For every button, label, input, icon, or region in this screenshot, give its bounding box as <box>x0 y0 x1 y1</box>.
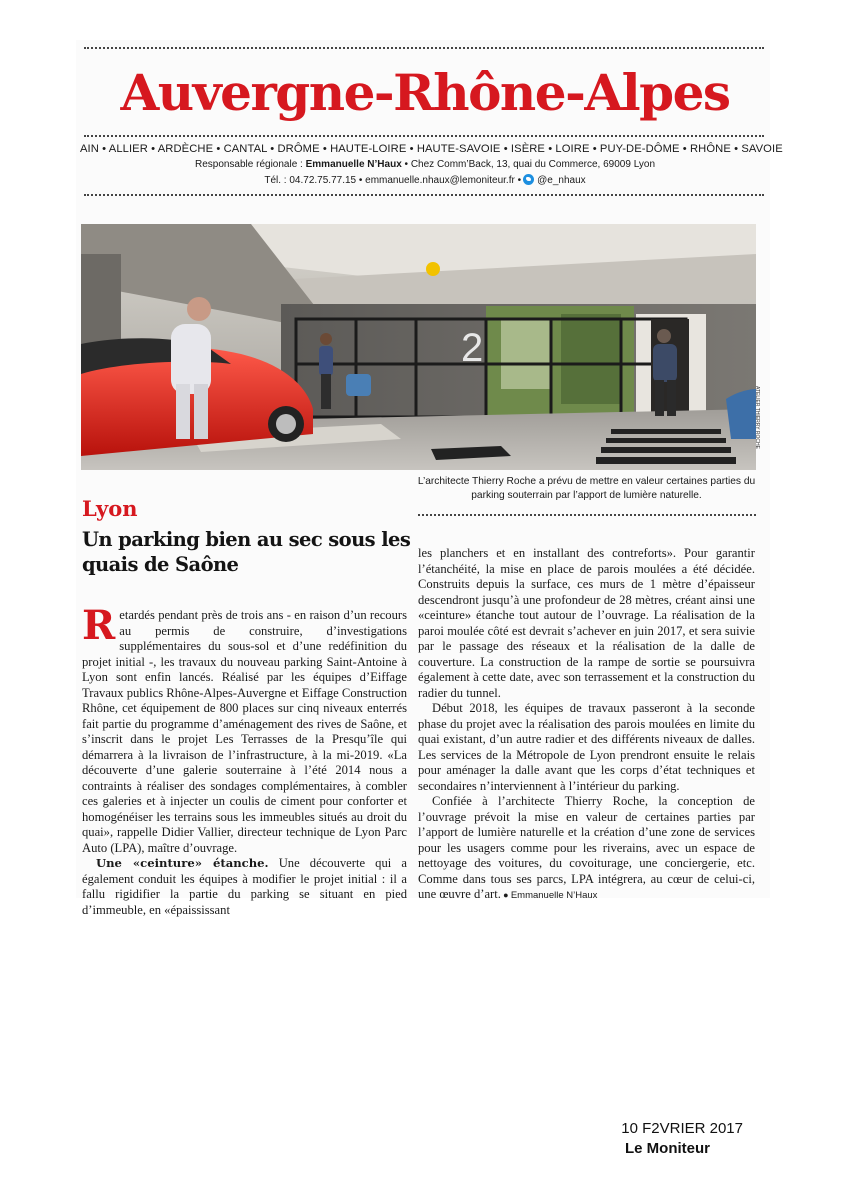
contact-line-2 <box>80 174 770 186</box>
drop-cap: R <box>82 602 116 649</box>
subhead-ceinture: Une «ceinture» étanche. <box>96 856 269 870</box>
article-paragraph-1: etardés pendant près de trois ans - en raison d’un recours au permis de construire, d’investigations supplémentaires du sous-sol et d’une redéfinition du projet initial -, les travaux du nouveau parking Saint-Antoine à Lyon sont enfin lancés. Réalisé par les équipes d’Eiffage Travaux publics Rhône-Alpes-Auvergne et Eiffage Construction Rhône, cet équipement de 800 places sur cinq niveaux enterrés fait partie du programme d’aménagement des rives de Saône, et s’inscrit dans le projet Les Terrasses de la Presqu’île qui démarrera à la livraison de l’infrastructure, à la mi-2019. «La découverte d’une galerie souterraine à l’été 2014 nous a contraints à réaliser des sondages complémentaires, à combler ces galeries et à injecter un coulis de ciment pour conforter et homogénéiser les terrains sous les immeubles situés au droit du quai», rappelle Didier Vallier, directeur technique de Lyon Parc Auto (LPA), maître d’ouvrage. <box>82 608 407 855</box>
contact-prefix: Responsable régionale : <box>194 159 306 170</box>
contact-phone: Tél. : 04.72.75.77.15 • emmanuelle.nhaux@lemoniteur.fr • <box>264 175 522 186</box>
parking-illustration <box>81 224 756 470</box>
header-dotted-rule <box>84 194 764 196</box>
level-number-sign: 2 <box>461 326 484 370</box>
region-title: Auvergne-Rhône-Alpes <box>120 63 730 122</box>
article-paragraph-2: Une découverte qui a également conduit les équipes à modifier le projet initial : il a fallu rigidifier la partie du parking se situant en pied d’immeuble, en «épaississant <box>82 856 407 917</box>
issue-date: 10 F2VRIER 2017 <box>621 1120 743 1137</box>
end-mark: ● <box>500 890 511 900</box>
contact-line <box>80 159 770 170</box>
article-paragraph-3: les planchers et en installant des contreforts». Pour garantir l’étanchéité, la mise en place de parois moulées a été décidée. Construits depuis la surface, ces murs de 1 mètre d’épaisseur descendront jusqu’à une profondeur de 28 mètres, créant ainsi une «ceinture» étanche tout autour de l’ouvrage. La réalisation de la paroi moulée côté est devrait s’achever en juin 2017, et sera suivie par le passage des réseaux et la réalisation de la dalle de couverture. La construction de la rampe de sortie se poursuivra également à cette date, avec son terrassement et la construction du radier du tunnel. <box>418 546 755 700</box>
twitter-icon <box>523 174 534 185</box>
caption-dotted-rule <box>418 514 756 516</box>
contact-address: • Chez Comm’Back, 13, quai du Commerce, 69009 Lyon <box>401 159 656 170</box>
photo-credit: ATELIER THIERRY ROCHE <box>754 386 760 449</box>
title-dotted-rule <box>84 135 764 137</box>
article-paragraph-4: Début 2018, les équipes de travaux passeront à la seconde phase du projet avec la réalisation des parois moulées en limite du quai existant, d’un autre radier et des différents niveaux de dalles. Les services de la Métropole de Lyon prendront ensuite le relais pour aménager la dalle avant que les corps d’état techniques et secondaires n’interviennent à l’intérieur du parking. <box>418 701 755 793</box>
article-column-left <box>82 602 407 918</box>
twitter-handle: @e_nhaux <box>537 175 586 186</box>
top-dotted-rule <box>84 47 764 49</box>
parking-rendering-photo <box>81 224 756 470</box>
publication-name: Le Moniteur <box>625 1140 710 1157</box>
article-byline: Emmanuelle N’Haux <box>510 890 598 901</box>
article-paragraph-5: Confiée à l’architecte Thierry Roche, la conception de l’ouvrage prévoit la mise en valeur de certaines parties par l’apport de lumière naturelle et la création d’une zone de services pour les usagers comme pour les riverains, avec un espace de nettoyage des voitures, du covoiturage, une conciergerie, etc. Comme dans tous ses parcs, LPA intégrera, au cœur de celui-ci, une œuvre d’art. <box>418 794 755 901</box>
article-kicker: Lyon <box>82 496 138 521</box>
contact-name: Emmanuelle N’Haux <box>305 159 402 170</box>
article-headline: Un parking bien au sec sous les quais de Saône <box>82 528 411 576</box>
departments-list: AIN • ALLIER • ARDÈCHE • CANTAL • DRÔME • HAUTE-LOIRE • HAUTE-SAVOIE • ISÈRE • LOIRE • PUY-DE-DÔME • RHÔNE • SAVOIE <box>80 143 783 155</box>
photo-caption: L’architecte Thierry Roche a prévu de mettre en valeur certaines parties du parking souterrain par l’apport de lumière naturelle. <box>417 476 756 501</box>
article-column-right <box>418 546 755 904</box>
